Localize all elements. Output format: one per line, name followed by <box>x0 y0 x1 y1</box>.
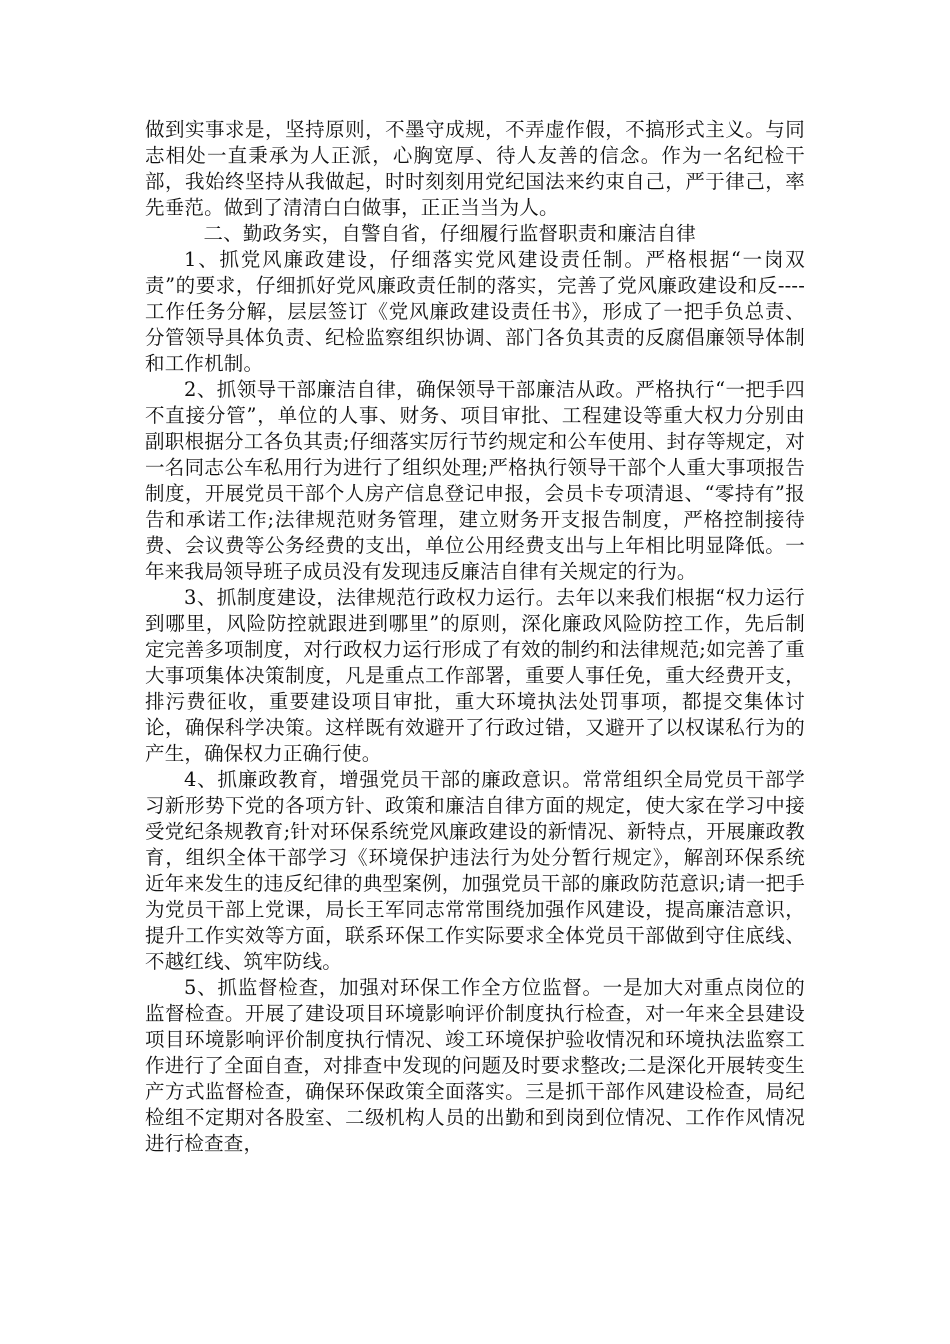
paragraph-item-5: 5、抓监督检查，加强对环保工作全方位监督。一是加大对重点岗位的监督检查。开展了建设项目环境影响评价制度执行检查，对一年来全县建设项目环境影响评价制度执行情况、竣工环境保护验收情况和环境执法监察工作进行了全面自查，对排查中发现的问题及时要求整改;二是深化开展转变生产方式监督检查，确保环保政策全面落实。三是抓干部作风建设检查，局纪检组不定期对各股室、二级机构人员的出勤和到岗到位情况、工作作风情况进行检查查， <box>145 976 805 1155</box>
document-body <box>145 117 805 1157</box>
paragraph-item-3: 3、抓制度建设，法律规范行政权力运行。去年以来我们根据“权力运行到哪里，风险防控就跟进到哪里”的原则，深化廉政风险防控工作，先后制定完善多项制度，对行政权力运行形成了有效的制约和法律规范;如完善了重大事项集体决策制度，凡是重点工作部署，重要人事任免，重大经费开支，排污费征收，重要建设项目审批，重大环境执法处罚事项，都提交集体讨论，确保科学决策。这样既有效避开了行政过错，又避开了以权谋私行为的产生，确保权力正确行使。 <box>145 586 805 765</box>
paragraph-intro: 做到实事求是，坚持原则，不墨守成规，不弄虚作假，不搞形式主义。与同志相处一直秉承为人正派，心胸宽厚、待人友善的信念。作为一名纪检干部，我始终坚持从我做起，时时刻刻用党纪国法来约束自己，严于律己，率先垂范。做到了清清白白做事，正正当当为人。 <box>145 118 805 219</box>
section-heading: 二、勤政务实，自警自省，仔细履行监督职责和廉洁自律 <box>203 222 697 245</box>
paragraph-item-4: 4、抓廉政教育，增强党员干部的廉政意识。常常组织全局党员干部学习新形势下党的各项方针、政策和廉洁自律方面的规定，使大家在学习中接受党纪条规教育;针对环保系统党风廉政建设的新情况、新特点，开展廉政教育，组织全体干部学习《环境保护违法行为处分暂行规定》，解剖环保系统近年来发生的违反纪律的典型案例，加强党员干部的廉政防范意识;请一把手为党员干部上党课，局长王军同志常常围绕加强作风建设，提高廉洁意识，提升工作实效等方面，联系环保工作实际要求全体党员干部做到守住底线、不越红线、筑牢防线。 <box>145 768 805 973</box>
paragraph-item-1: 1、抓党风廉政建设，仔细落实党风建设责任制。严格根据“一岗双责”的要求，仔细抓好党风廉政责任制的落实，完善了党风廉政建设和反----工作任务分解，层层签订《党风廉政建设责任书》，形成了一把手负总责、分管领导具体负责、纪检监察组织协调、部门各负其责的反腐倡廉领导体制和工作机制。 <box>145 248 805 375</box>
paragraph-item-2: 2、抓领导干部廉洁自律，确保领导干部廉洁从政。严格执行“一把手四不直接分管”，单位的人事、财务、项目审批、工程建设等重大权力分别由副职根据分工各负其责;仔细落实厉行节约规定和公车使用、封存等规定，对一名同志公车私用行为进行了组织处理;严格执行领导干部个人重大事项报告制度，开展党员干部个人房产信息登记申报，会员卡专项清退、“零持有”报告和承诺工作;法律规范财务管理，建立财务开支报告制度，严格控制接待费、会议费等公务经费的支出，单位公用经费支出与上年相比明显降低。一年来我局领导班子成员没有发现违反廉洁自律有关规定的行为。 <box>145 378 805 583</box>
